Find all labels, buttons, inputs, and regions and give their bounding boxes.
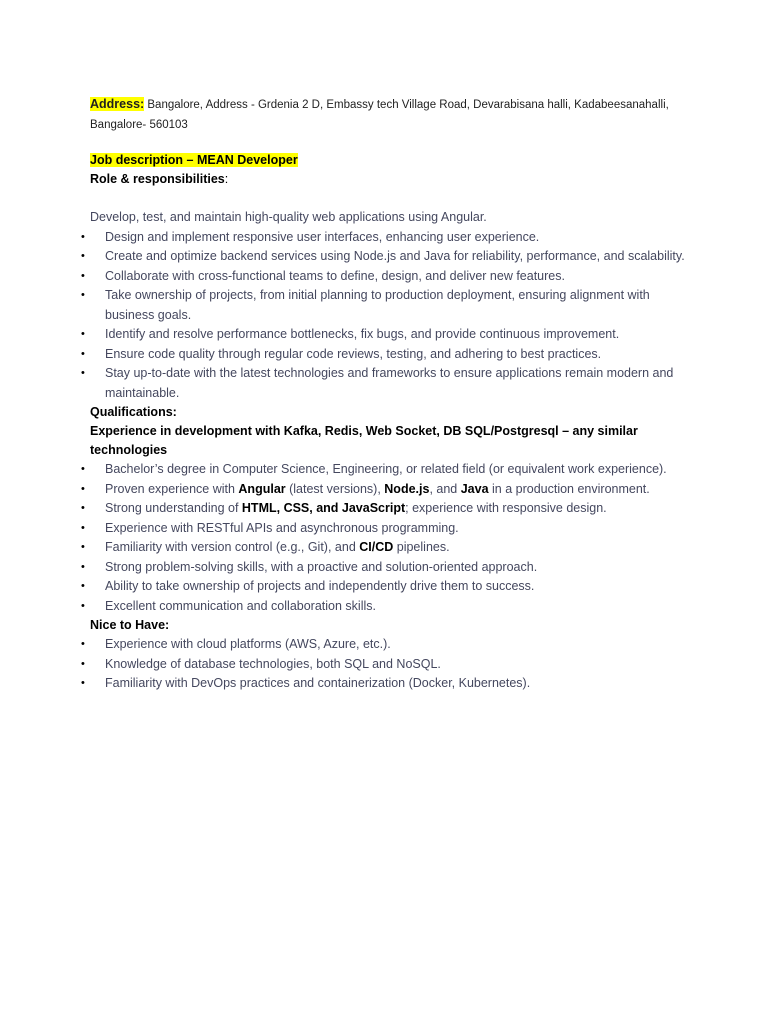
- nice-to-have-heading: Nice to Have:: [90, 618, 170, 632]
- list-item: [81, 345, 690, 365]
- qualifications-list: [81, 460, 690, 616]
- bullet-icon: •: [81, 269, 85, 282]
- list-item-text: Take ownership of projects, from initial planning to production deployment, ensuring alignment with business goals.: [105, 288, 650, 322]
- bullet-icon: •: [81, 541, 85, 553]
- list-item: [81, 635, 690, 655]
- list-item-text: (latest versions),: [285, 481, 385, 496]
- list-item-text: Design and implement responsive user interfaces, enhancing user experience.: [105, 229, 540, 244]
- list-item: [81, 325, 690, 345]
- list-item-text: Proven experience with: [105, 481, 239, 496]
- bullet-icon: •: [81, 347, 85, 360]
- role-list: [81, 228, 690, 404]
- list-item-text: Experience with cloud platforms (AWS, Azure, etc.).: [105, 637, 391, 651]
- role-heading-text: Role & responsibilities: [90, 172, 225, 186]
- list-item: [81, 538, 690, 558]
- bullet-icon: •: [81, 230, 85, 243]
- qualifications-heading: Qualifications:: [90, 405, 177, 419]
- list-item-text: pipelines.: [393, 540, 450, 554]
- list-item: [81, 655, 690, 675]
- job-title: [90, 151, 690, 170]
- list-item: [81, 519, 690, 539]
- list-item: [81, 480, 690, 500]
- address-block: [90, 94, 690, 135]
- list-item-text: Excellent communication and collaboration skills.: [105, 598, 376, 613]
- list-item-text: Knowledge of database technologies, both SQL and NoSQL.: [105, 656, 441, 671]
- list-item-text: Identify and resolve performance bottlenecks, fix bugs, and provide continuous improvement.: [105, 327, 620, 341]
- bullet-icon: •: [81, 367, 85, 379]
- list-item-text: Collaborate with cross-functional teams to define, design, and deliver new features.: [105, 268, 565, 283]
- bullet-icon: •: [81, 521, 85, 534]
- bullet-icon: •: [81, 482, 85, 495]
- bullet-icon: •: [81, 677, 85, 689]
- list-item: [81, 267, 690, 287]
- bold-term: Java: [460, 481, 489, 496]
- job-title-text: Job description – MEAN Developer: [90, 153, 298, 167]
- bullet-icon: •: [81, 580, 85, 592]
- bullet-icon: •: [81, 560, 85, 573]
- bold-term: CI/CD: [359, 540, 394, 554]
- nice-to-have-list: [81, 635, 690, 694]
- list-item-text: Strong understanding of: [105, 501, 242, 515]
- address-text: Bangalore, Address - Grdenia 2 D, Embassy tech Village Road, Devarabisana halli, Kadabeesanahalli, Bangalore- 560103: [90, 99, 669, 131]
- role-heading: [90, 170, 690, 189]
- address-label: Address:: [90, 97, 145, 111]
- list-item-text: ; experience with responsive design.: [405, 501, 607, 515]
- list-item: [81, 228, 690, 248]
- list-item: [81, 674, 690, 694]
- bullet-icon: •: [81, 463, 85, 475]
- bullet-icon: •: [81, 657, 85, 670]
- list-item: [81, 247, 690, 267]
- role-heading-colon: :: [224, 172, 229, 186]
- list-item-text: Bachelor’s degree in Computer Science, Engineering, or related field (or equivalent work experience).: [105, 462, 667, 476]
- list-item: [81, 597, 690, 617]
- document-body: [81, 94, 690, 694]
- list-item: [81, 499, 690, 519]
- list-item-text: in a production environment.: [488, 481, 650, 496]
- list-item-text: Familiarity with DevOps practices and containerization (Docker, Kubernetes).: [105, 676, 531, 690]
- role-intro: Develop, test, and maintain high-quality web applications using Angular.: [90, 210, 487, 224]
- bold-term: HTML, CSS, and JavaScript: [241, 501, 406, 515]
- list-item: [81, 286, 690, 325]
- qualifications-subheading: Experience in development with Kafka, Redis, Web Socket, DB SQL/Postgresql – any similar technologies: [90, 424, 638, 457]
- list-item-text: Ability to take ownership of projects and independently drive them to success.: [105, 579, 535, 593]
- list-item: [81, 460, 690, 480]
- list-item-text: Create and optimize backend services using Node.js and Java for reliability, performance, and scalability.: [105, 249, 685, 263]
- list-item-text: Familiarity with version control (e.g., Git), and: [105, 540, 360, 554]
- bullet-icon: •: [81, 502, 85, 514]
- list-item-text: Stay up-to-date with the latest technologies and frameworks to ensure applications remain modern and maintainable.: [105, 366, 674, 400]
- bold-term: Node.js: [384, 481, 430, 496]
- bullet-icon: •: [81, 289, 85, 301]
- list-item: [81, 558, 690, 578]
- bullet-icon: •: [81, 599, 85, 612]
- bullet-icon: •: [81, 328, 85, 340]
- list-item-text: Experience with RESTful APIs and asynchronous programming.: [105, 520, 459, 535]
- list-item-text: Ensure code quality through regular code reviews, testing, and adhering to best practices.: [105, 346, 602, 361]
- list-item: [81, 364, 690, 403]
- list-item-text: , and: [429, 481, 461, 496]
- bullet-icon: •: [81, 250, 85, 262]
- bullet-icon: •: [81, 638, 85, 650]
- list-item: [81, 577, 690, 597]
- list-item-text: Strong problem-solving skills, with a proactive and solution-oriented approach.: [105, 559, 538, 574]
- bold-term: Angular: [238, 481, 286, 496]
